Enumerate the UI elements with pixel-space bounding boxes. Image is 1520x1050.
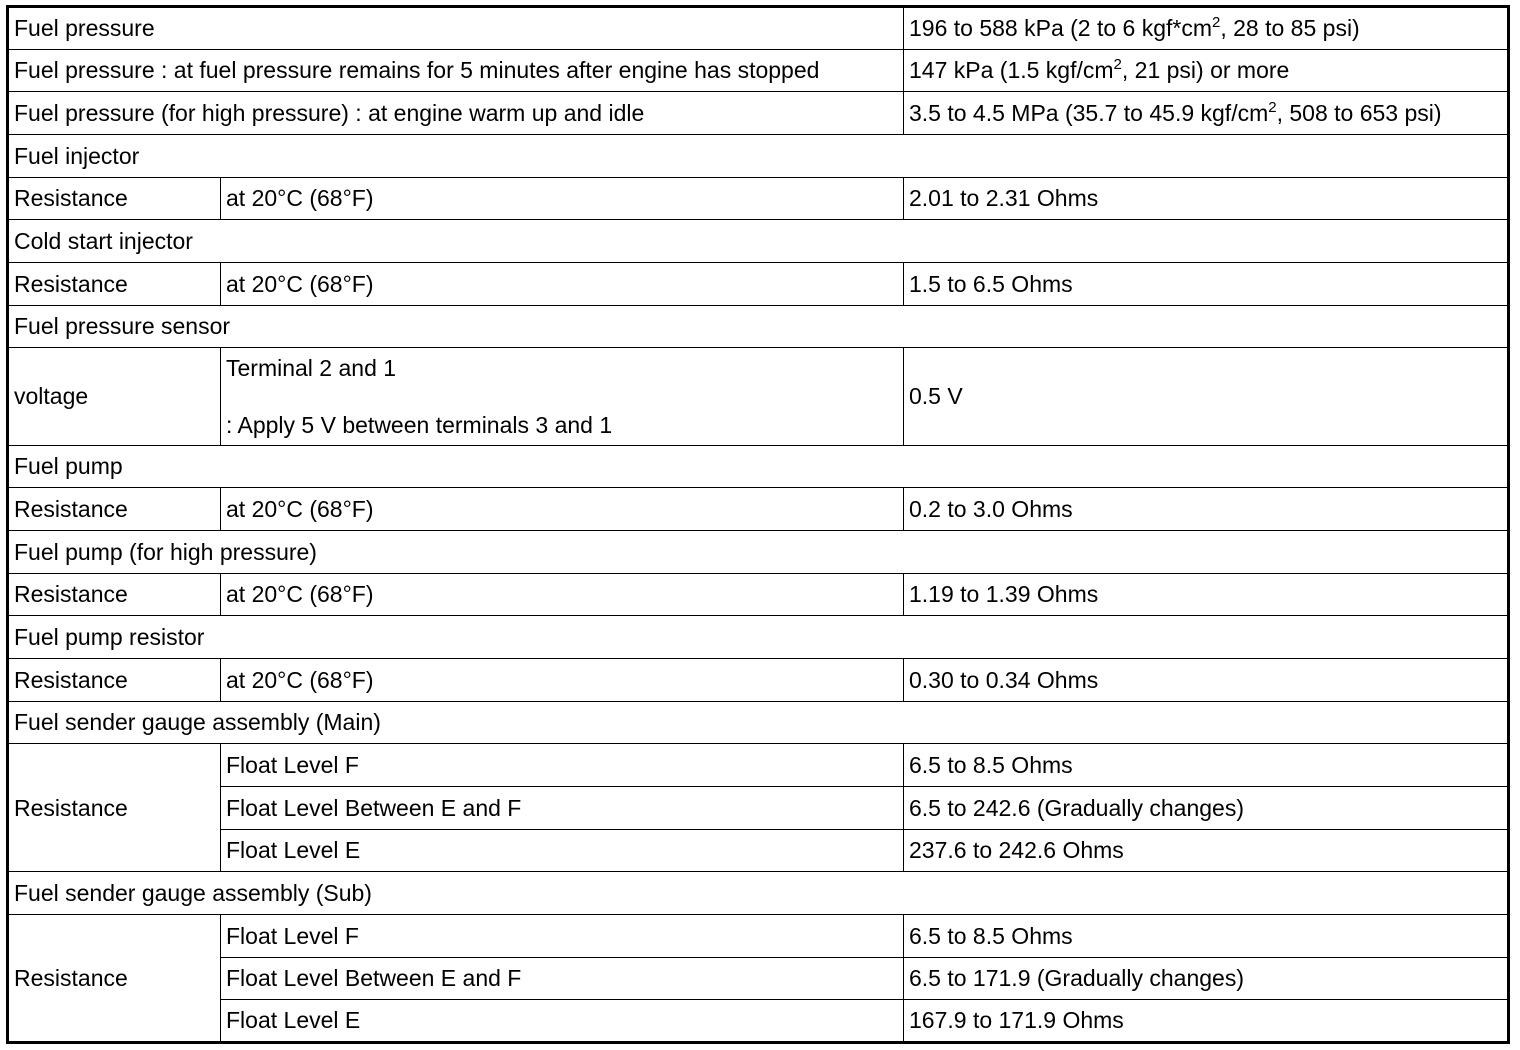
condition-cell: at 20°C (68°F) xyxy=(221,177,904,220)
value-cell: 6.5 to 8.5 Ohms xyxy=(904,744,1509,787)
table-row xyxy=(8,829,1509,872)
value-cell: 167.9 to 171.9 Ohms xyxy=(904,1000,1509,1043)
value-cell: 0.30 to 0.34 Ohms xyxy=(904,659,1509,702)
spec-value: 3.5 to 4.5 MPa (35.7 to 45.9 kgf/$cm^2$, 508 to 653 psi) xyxy=(904,92,1509,135)
table-row xyxy=(8,659,1509,702)
section-header-row xyxy=(8,531,1509,574)
section-title: Cold start injector xyxy=(8,220,1509,263)
condition-cell: Float Level E xyxy=(221,829,904,872)
param-cell: Resistance xyxy=(8,262,221,305)
param-cell: voltage xyxy=(8,348,221,446)
table-row xyxy=(8,262,1509,305)
value-cell: 0.2 to 3.0 Ohms xyxy=(904,488,1509,531)
spec-label: Fuel pressure (for high pressure) : at engine warm up and idle xyxy=(8,92,904,135)
condition-cell: at 20°C (68°F) xyxy=(221,659,904,702)
condition-cell: Float Level Between E and F xyxy=(221,957,904,1000)
section-title: Fuel pump resistor xyxy=(8,616,1509,659)
section-header-row xyxy=(8,134,1509,177)
value-cell: 1.5 to 6.5 Ohms xyxy=(904,262,1509,305)
param-cell: Resistance xyxy=(8,573,221,616)
section-header-row xyxy=(8,872,1509,915)
value-cell: 6.5 to 242.6 (Gradually changes) xyxy=(904,787,1509,830)
table-row xyxy=(8,744,1509,787)
table-row xyxy=(8,914,1509,957)
condition-cell xyxy=(221,348,904,446)
value-cell: 237.6 to 242.6 Ohms xyxy=(904,829,1509,872)
param-cell: Resistance xyxy=(8,177,221,220)
section-header-row xyxy=(8,305,1509,348)
section-title: Fuel pressure sensor xyxy=(8,305,1509,348)
condition-cell: at 20°C (68°F) xyxy=(221,573,904,616)
table-row xyxy=(8,92,1509,135)
table-row xyxy=(8,957,1509,1000)
spec-value: 147 kPa (1.5 kgf/$cm^2$, 21 psi) or more xyxy=(904,49,1509,92)
param-cell: Resistance xyxy=(8,488,221,531)
condition-cell: Float Level E xyxy=(221,1000,904,1043)
condition-cell: Float Level F xyxy=(221,744,904,787)
fuel-specification-table xyxy=(6,5,1510,1044)
param-cell: Resistance xyxy=(8,744,221,872)
param-cell: Resistance xyxy=(8,914,221,1042)
section-header-row xyxy=(8,445,1509,488)
condition-cell: Float Level Between E and F xyxy=(221,787,904,830)
condition-line: : Apply 5 V between terminals 3 and 1 xyxy=(226,411,613,438)
table-row xyxy=(8,7,1509,50)
table-row xyxy=(8,49,1509,92)
section-title: Fuel pump xyxy=(8,445,1509,488)
value-cell: 2.01 to 2.31 Ohms xyxy=(904,177,1509,220)
spec-value: 196 to 588 kPa (2 to 6 $kgf*cm^2$, 28 to 85 psi) xyxy=(904,7,1509,50)
section-title: Fuel sender gauge assembly (Main) xyxy=(8,701,1509,744)
value-cell: 0.5 V xyxy=(904,348,1509,446)
section-header-row xyxy=(8,701,1509,744)
table-row xyxy=(8,573,1509,616)
value-cell: 6.5 to 171.9 (Gradually changes) xyxy=(904,957,1509,1000)
table-row xyxy=(8,177,1509,220)
value-cell: 1.19 to 1.39 Ohms xyxy=(904,573,1509,616)
section-title: Fuel sender gauge assembly (Sub) xyxy=(8,872,1509,915)
table-row xyxy=(8,1000,1509,1043)
section-header-row xyxy=(8,220,1509,263)
section-header-row xyxy=(8,616,1509,659)
table-row xyxy=(8,488,1509,531)
spec-label: Fuel pressure : at fuel pressure remains for 5 minutes after engine has stopped xyxy=(8,49,904,92)
condition-line: Terminal 2 and 1 xyxy=(226,355,397,382)
param-cell: Resistance xyxy=(8,659,221,702)
table-row xyxy=(8,348,1509,446)
condition-cell: Float Level F xyxy=(221,914,904,957)
section-title: Fuel pump (for high pressure) xyxy=(8,531,1509,574)
condition-cell: at 20°C (68°F) xyxy=(221,488,904,531)
value-cell: 6.5 to 8.5 Ohms xyxy=(904,914,1509,957)
spec-label: Fuel pressure xyxy=(8,7,904,50)
condition-cell: at 20°C (68°F) xyxy=(221,262,904,305)
table-row xyxy=(8,787,1509,830)
section-title: Fuel injector xyxy=(8,134,1509,177)
